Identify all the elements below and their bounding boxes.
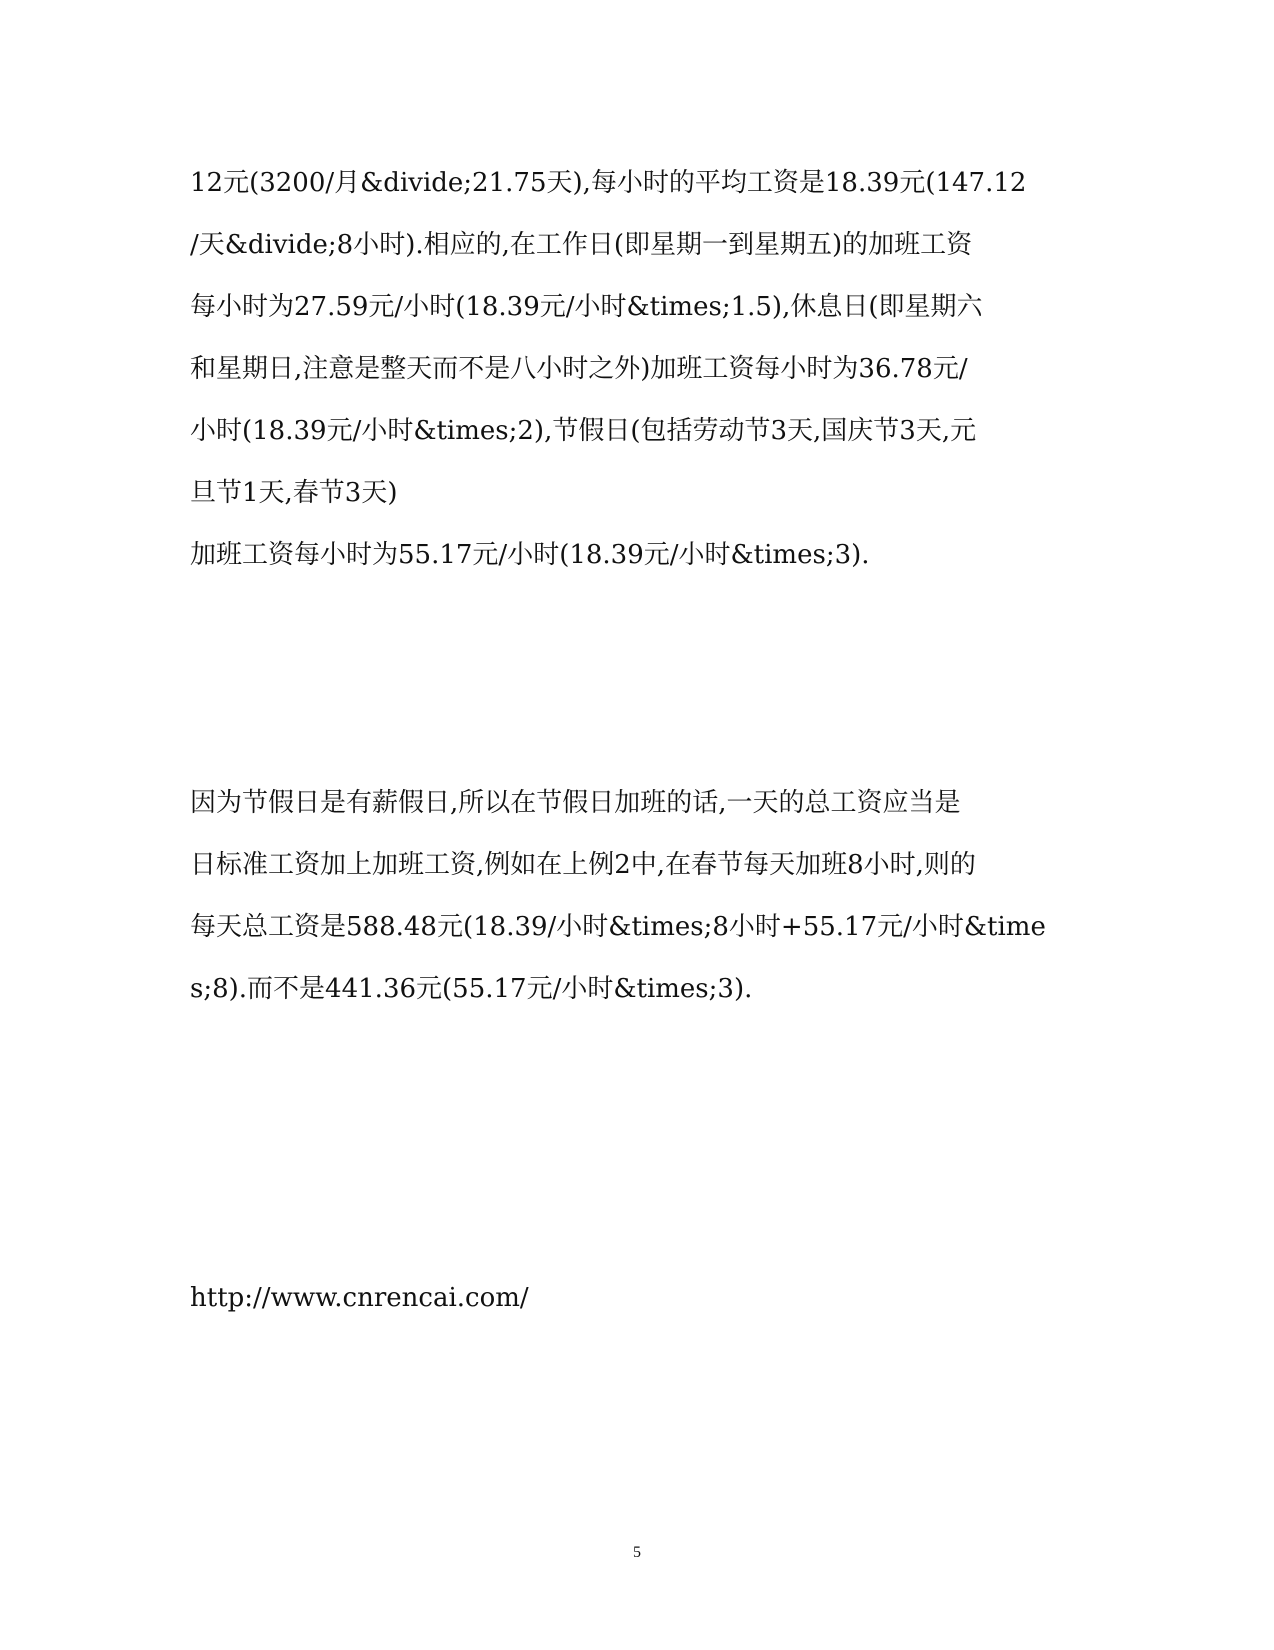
text-line: 日标准工资加上加班工资,例如在上例2中,在春节每天加班8小时,则的 <box>190 850 976 880</box>
text-line: /天&divide;8小时).相应的,在工作日(即星期一到星期五)的加班工资 <box>190 230 973 260</box>
text-line: 小时(18.39元/小时&times;2),节假日(包括劳动节3天,国庆节3天,元 <box>190 416 977 446</box>
text-line: s;8).而不是441.36元(55.17元/小时&times;3). <box>190 974 753 1004</box>
text-line: 12元(3200/月&divide;21.75天),每小时的平均工资是18.39元(147.12 <box>190 168 1027 198</box>
text-line: 每小时为27.59元/小时(18.39元/小时&times;1.5),休息日(即星期六 <box>190 292 983 322</box>
text-line: 因为节假日是有薪假日,所以在节假日加班的话,一天的总工资应当是 <box>190 788 961 818</box>
text-line: 每天总工资是588.48元(18.39/小时&times;8小时+55.17元/小时&time <box>190 912 1046 942</box>
text-line: 旦节1天,春节3天) <box>190 478 398 508</box>
source-url: http://www.cnrencai.com/ <box>190 1283 529 1313</box>
text-line: 和星期日,注意是整天而不是八小时之外)加班工资每小时为36.78元/ <box>190 354 968 384</box>
page-number: 5 <box>633 1544 641 1561</box>
text-line: 加班工资每小时为55.17元/小时(18.39元/小时&times;3). <box>190 540 870 570</box>
